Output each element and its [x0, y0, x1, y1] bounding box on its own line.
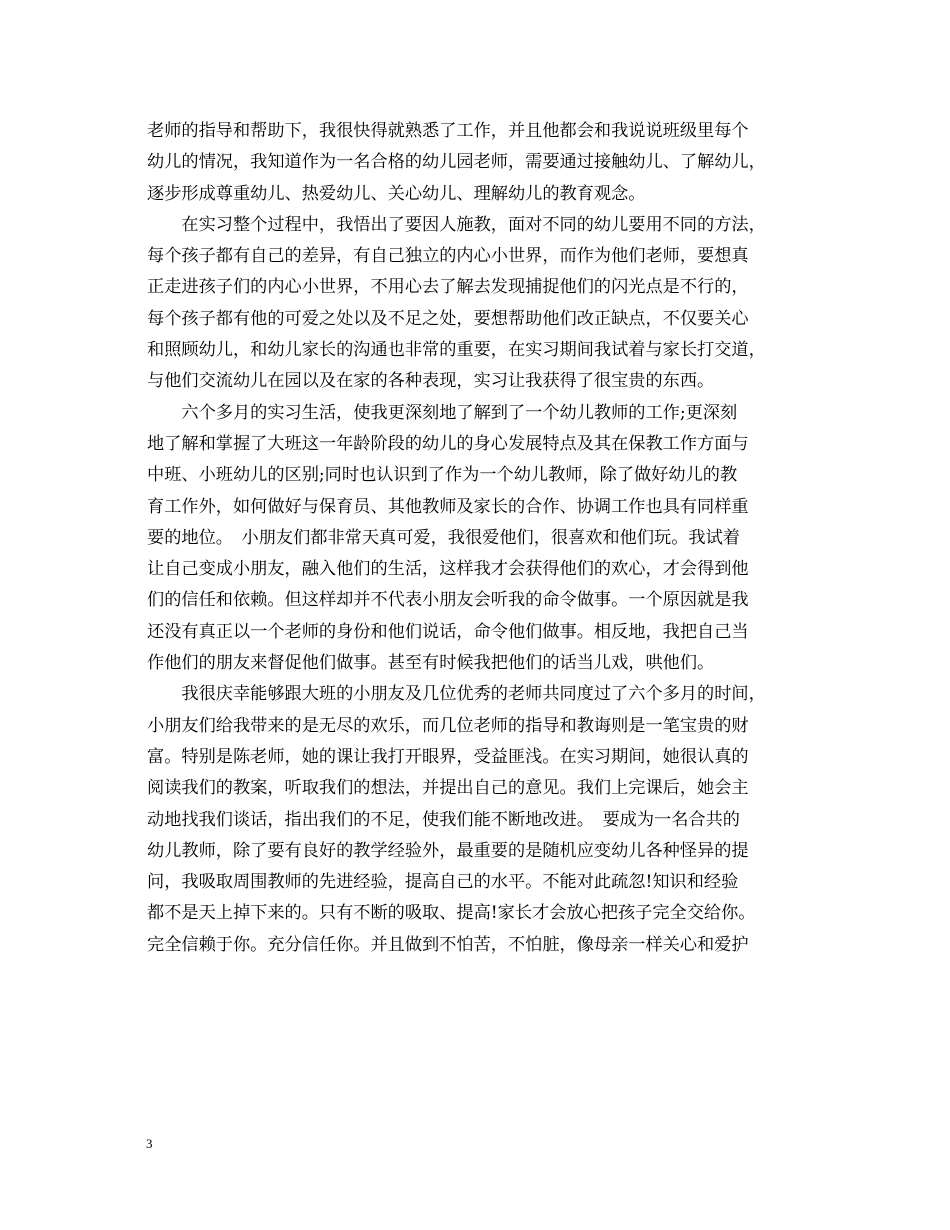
text-line: 育工作外，如何做好与保育员、其他教师及家长的合作、协调工作也具有同样重 [147, 496, 749, 517]
text-line: 幼儿教师，除了要有良好的教学经验外，最重要的是随机应变幼儿各种怪异的提 [147, 840, 749, 861]
text-line: 作他们的朋友来督促他们做事。甚至有时候我把他们的话当儿戏，哄他们。 [147, 653, 715, 674]
text-line: 问，我吸取周围教师的先进经验，提高自己的水平。不能对此疏忽!知识和经验 [147, 872, 739, 893]
text-line: 地了解和掌握了大班这一年龄阶段的幼儿的身心发展特点及其在保教工作方面与 [147, 433, 749, 454]
text-line: 富。特别是陈老师，她的课让我打开眼界，受益匪浅。在实习期间，她很认真的 [147, 746, 749, 767]
text-line: 阅读我们的教案，听取我们的想法，并提出自己的意见。我们上完课后，她会主 [147, 778, 749, 799]
text-line: 还没有真正以一个老师的身份和他们说话，命令他们做事。相反地，我把自己当 [147, 621, 749, 642]
text-line: 每个孩子都有自己的差异，有自己独立的内心小世界，而作为他们老师，要想真 [147, 246, 749, 267]
text-line: 六个多月的实习生活，使我更深刻地了解到了一个幼儿教师的工作;更深刻 [147, 402, 738, 423]
text-line: 在实习整个过程中，我悟出了要因人施教，面对不同的幼儿要用不同的方法， [147, 214, 766, 235]
text-line: 正走进孩子们的内心小世界，不用心去了解去发现捕捉他们的闪光点是不行的， [147, 277, 749, 298]
text-line: 老师的指导和帮助下，我很快得就熟悉了工作，并且他都会和我说说班级里每个 [147, 121, 749, 141]
text-line: 和照顾幼儿，和幼儿家长的沟通也非常的重要，在实习期间我试着与家长打交道， [147, 340, 766, 361]
text-line: 要的地位。 小朋友们都非常天真可爱，我很爱他们，很喜欢和他们玩。我试着 [147, 527, 740, 548]
text-line: 中班、小班幼儿的区别;同时也认识到了作为一个幼儿教师，除了做好幼儿的教 [147, 465, 738, 486]
text-line: 们的信任和依赖。但这样却并不代表小朋友会听我的命令做事。一个原因就是我 [147, 590, 749, 611]
text-line: 完全信赖于你。充分信任你。并且做到不怕苦，不怕脏，像母亲一样关心和爱护 [147, 934, 749, 955]
text-line: 逐步形成尊重幼儿、热爱幼儿、关心幼儿、理解幼儿的教育观念。 [147, 183, 646, 204]
text-line: 我很庆幸能够跟大班的小朋友及几位优秀的老师共同度过了六个多月的时间， [147, 684, 766, 705]
page-number: 3 [146, 1136, 153, 1151]
text-line: 动地找我们谈话，指出我们的不足，使我们能不断地改进。 要成为一名合共的 [147, 809, 740, 830]
body-text [147, 116, 817, 961]
text-line: 都不是天上掉下来的。只有不断的吸取、提高!家长才会放心把孩子完全交给你。 [147, 903, 756, 924]
text-line: 与他们交流幼儿在园以及在家的各种表现，实习让我获得了很宝贵的东西。 [147, 371, 715, 392]
text-line: 让自己变成小朋友，融入他们的生活，这样我才会获得他们的欢心，才会得到他 [147, 559, 749, 580]
text-line: 每个孩子都有他的可爱之处以及不足之处，要想帮助他们改正缺点，不仅要关心 [147, 308, 749, 329]
text-line: 幼儿的情况，我知道作为一名合格的幼儿园老师，需要通过接触幼儿、了解幼儿， [147, 152, 766, 173]
text-line: 小朋友们给我带来的是无尽的欢乐，而几位老师的指导和教诲则是一笔宝贵的财 [147, 715, 749, 736]
